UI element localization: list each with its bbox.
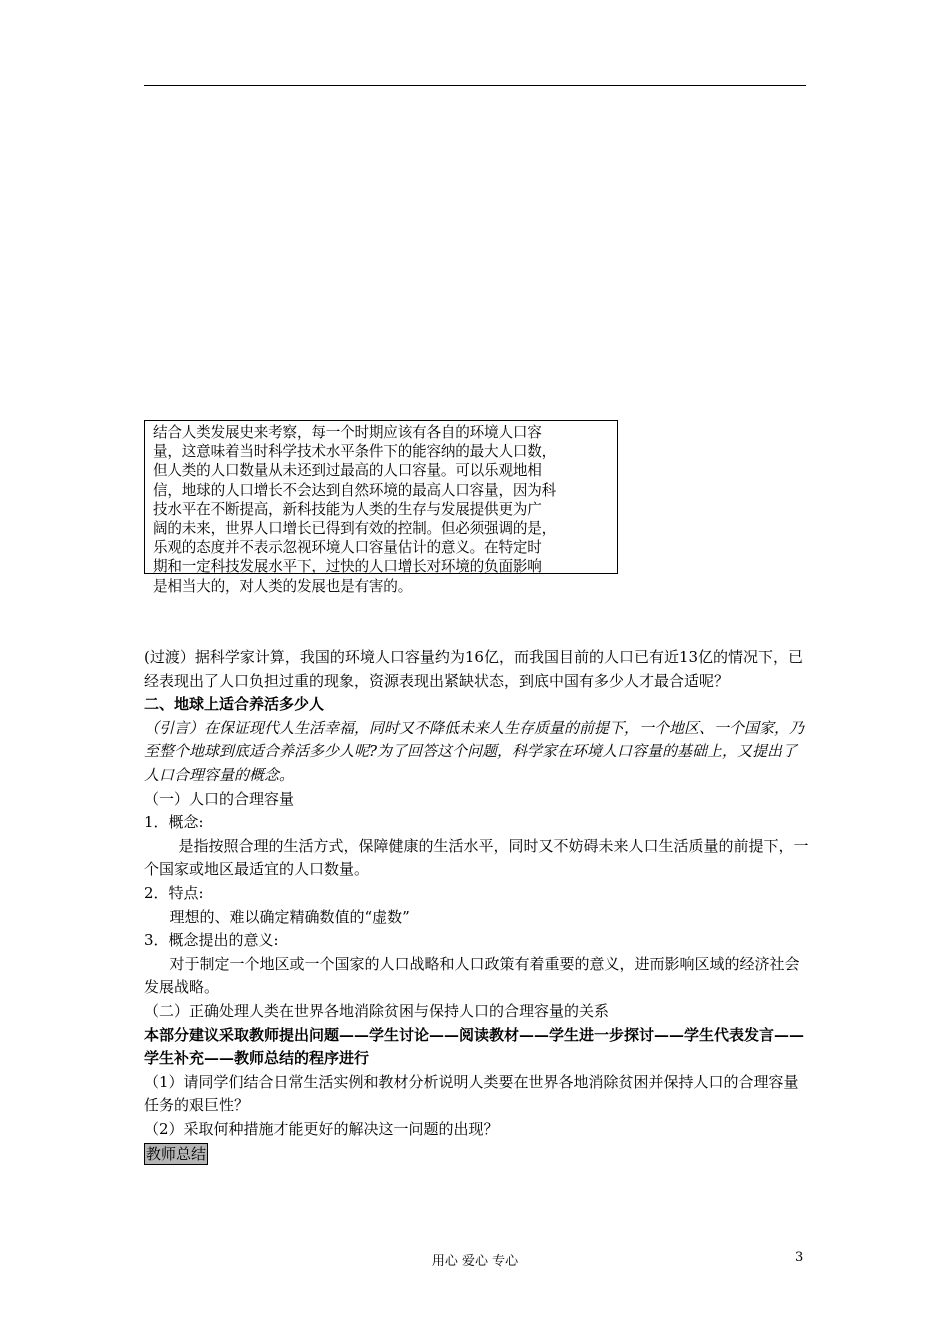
question: （1）请同学们结合日常生活实例和教材分析说明人类要在世界各地消除贫困并保持人口的合理容量任务的艰巨性？	[144, 1072, 799, 1115]
header-rule	[144, 85, 806, 86]
box-line: 量，这意味着当时科学技术水平条件下的能容纳的最大人口数，	[153, 443, 557, 461]
box-line: 结合人类发展史来考察，每一个时期应该有各自的环境人口容	[153, 424, 542, 441]
question: （2）采取何种措施才能更好的解决这一问题的出现？	[144, 1119, 499, 1138]
section-heading: 二、地球上适合养活多少人	[144, 695, 325, 714]
box-line: 但人类的人口数量从未还到过最高的人口容量。可以乐观地相	[153, 462, 542, 480]
item-label: 3．概念提出的意义:	[144, 931, 279, 950]
footer-motto: 用心 爱心 专心	[431, 1254, 519, 1269]
box-line: 是相当大的，对人类的发展也是有害的。	[153, 577, 413, 595]
boxed-text-frame	[144, 420, 618, 595]
box-line: 技水平在不断提高，新科技能为人类的生存与发展提供更为广	[153, 500, 542, 518]
box-line: 乐观的态度并不表示忽视环境人口容量估计的意义。在特定时	[153, 539, 542, 557]
item-text: 是指按照合理的生活方式，保障健康的生活水平，同时又不妨碍未来人口生活质量的前提下，一个国家或地区最适宜的人口数量。	[144, 836, 809, 879]
method-paragraph: 本部分建议采取教师提出问题——学生讨论——阅读教材——学生进一步探讨——学生代表发言——学生补充——教师总结的程序进行	[144, 1025, 805, 1068]
subsection-heading: （二）正确处理人类在世界各地消除贫困与保持人口的合理容量的关系	[144, 1001, 610, 1020]
box-line: 期和一定科技发展水平下，过快的人口增长对环境的负面影响	[153, 558, 542, 576]
item-label: 2．特点:	[144, 883, 204, 902]
item-label: 1．概念:	[144, 813, 204, 832]
transition-paragraph: (过渡）据科学家计算，我国的环境人口容量约为16亿，而我国目前的人口已有近13亿的情况下，已经表现出了人口负担过重的现象，资源表现出紧缺状态，到底中国有多少人才最合适呢？	[144, 648, 804, 690]
intro-paragraph: （引言）在保证现代人生活幸福，同时又不降低未来人生存质量的前提下，一个地区、一个国家，乃至整个地球到底适合养活多少人呢?为了回答这个问题，科学家在环境人口容量的基础上，又提出了人口合理容量的概念。	[144, 718, 805, 784]
teacher-summary-tag: 教师总结	[146, 1145, 207, 1164]
box-line: 阔的未来，世界人口增长已得到有效的控制。但必须强调的是，	[153, 520, 557, 538]
item-text: 理想的、难以确定精确数值的“虚数”	[169, 907, 410, 926]
box-line: 信，地球的人口增长不会达到自然环境的最高人口容量，因为科	[153, 481, 557, 499]
item-text: 对于制定一个地区或一个国家的人口战略和人口政策有着重要的意义，进而影响区域的经济社会发展战略。	[144, 954, 800, 997]
page-number: 3	[795, 1250, 804, 1265]
document-body	[144, 646, 809, 1167]
subsection-heading: （一）人口的合理容量	[144, 789, 295, 808]
